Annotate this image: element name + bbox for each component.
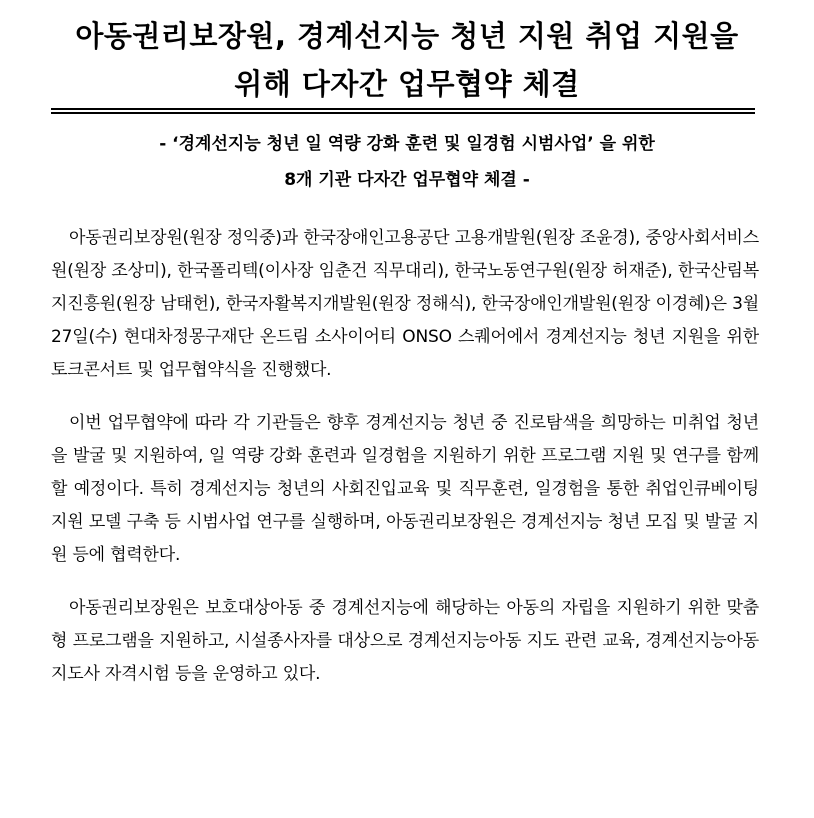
headline-line-2: 위해 다자간 업무협약 체결 [234, 67, 580, 101]
paragraph-2: 이번 업무협약에 따라 각 기관들은 향후 경계선지능 청년 중 진로탐색을 희망하는 미취업 청년을 발굴 및 지원하여, 일 역량 강화 훈련과 일경험을 지원하기 위한 프로그램 지원 및 연구를 함께할 예정이다. 특히 경계선지능 청년의 사회진입교육 및 직무훈련, 일경험을 통한 취업인큐베이팅 지원 모델 구축 등 시범사업 연구를 실행하며, 아동권리보장원은 경계선지능 청년 모집 및 발굴 지원 등에 협력한다. [51, 413, 759, 565]
subheadline-line-1: - ‘경계선지능 청년 일 역량 강화 훈련 및 일경험 시범사업’ 을 위한 [159, 134, 655, 154]
paragraph-3: 아동권리보장원은 보호대상아동 중 경계선지능에 해당하는 아동의 자립을 지원하기 위한 맞춤형 프로그램을 지원하고, 시설종사자를 대상으로 경계선지능아동 지도 관련 교육, 경계선지능아동지도사 자격시험 등을 운영하고 있다. [51, 598, 759, 684]
title-divider-bottom [51, 112, 755, 114]
article-body [51, 222, 759, 711]
title-divider-top [51, 108, 755, 110]
headline-line-1: 아동권리보장원, 경계선지능 청년 지원 취업 지원을 [75, 19, 739, 53]
subheadline-line-2: 8개 기관 다자간 업무협약 체결 - [284, 170, 530, 190]
paragraph-1: 아동권리보장원(원장 정익중)과 한국장애인고용공단 고용개발원(원장 조윤경), 중앙사회서비스원(원장 조상미), 한국폴리텍(이사장 임춘건 직무대리), 한국노동연구원(원장 허재준), 한국산림복지진흥원(원장 남태헌), 한국자활복지개발원(원장 정해식), 한국장애인개발원(원장 이경혜)은 3월 27일(수) 현대차정몽구재단 온드림 소사이어티 ONSO 스퀘어에서 경계선지능 청년 지원을 위한 토크콘서트 및 업무협약식을 진행했다. [51, 228, 759, 380]
headline [20, 12, 794, 108]
subheadline [20, 126, 794, 198]
